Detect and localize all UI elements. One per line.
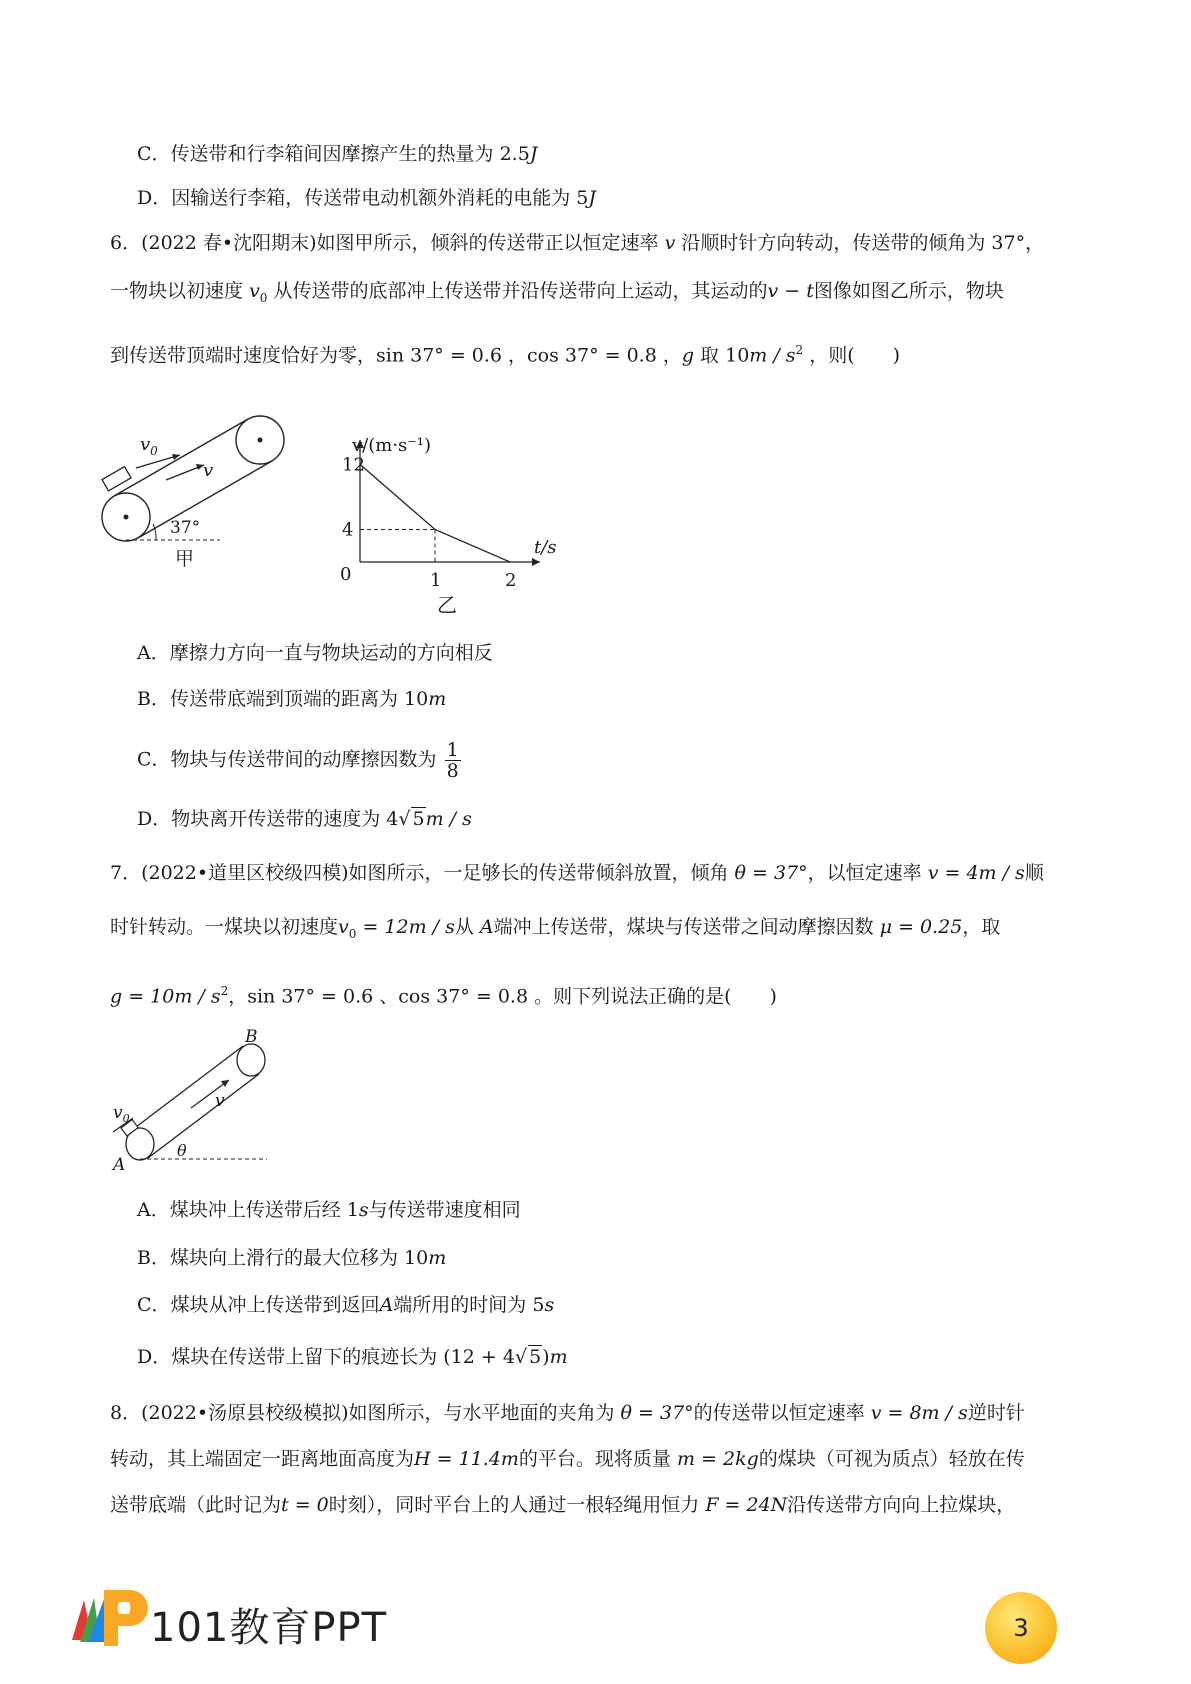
x-tick-label: 1 (430, 570, 442, 591)
label-theta: θ (177, 1141, 187, 1160)
q7-stem-line-3: $g = 10m / s^2$，sin 37° = 0.6 、cos 37° = 0.8 。则下列说法正确的是( ) (110, 984, 777, 1008)
q7-option-c: C．煤块从冲上传送带到返回A端所用的时间为 5s (137, 1294, 555, 1316)
label-v0: $v_0$ (113, 1103, 130, 1125)
q8-line-1: 8．(2022•汤原县校级模拟)如图所示，与水平地面的夹角为 θ = 37°的传送带以恒定速率 v = 8m / s逆时针 (110, 1402, 1025, 1424)
y-tick-label: 4 (342, 519, 354, 541)
caption-yi: 乙 (437, 593, 457, 617)
label-A: A (113, 1155, 126, 1175)
q5-option-c: C．传送带和行李箱间因摩擦产生的热量为 2.5J (137, 143, 538, 165)
x-axis-label: t/s (534, 537, 557, 558)
top-roller (237, 1044, 265, 1076)
x-tick-label: 2 (505, 570, 517, 591)
q6-figure-jia (100, 410, 300, 570)
q7-figure (105, 1027, 275, 1175)
q6-option-b: B．传送带底端到顶端的距离为 10m (137, 688, 447, 710)
v0-label: $v_0$ (140, 434, 158, 458)
q8-line-2: 转动，其上端固定一距离地面高度为H = 11.4m的平台。现将质量 m = 2kg的煤块（可视为质点）轻放在传 (110, 1448, 1025, 1470)
page-number: 3 (1013, 1614, 1029, 1642)
q6-vt-chart (340, 420, 570, 620)
y-tick-label: 12 (342, 454, 365, 476)
q7-stem-line-1: 7．(2022•道里区校级四模)如图所示，一足够长的传送带倾斜放置，倾角 θ = 37°，以恒定速率 v = 4m / s顺 (110, 862, 1044, 884)
block (102, 467, 131, 491)
q8-line-3: 送带底端（此时记为t = 0时刻），同时平台上的人通过一根轻绳用恒力 F = 24N沿传送带方向向上拉煤块， (110, 1494, 1016, 1516)
q6-stem-line-2: 一物块以初速度 $v_0$ 从传送带的底部冲上传送带并沿传送带向上运动，其运动的v − t图像如图乙所示，物块 (110, 280, 1004, 305)
q7-option-d: D．煤块在传送带上留下的痕迹长为 (12 + 4√ 5)m (137, 1346, 568, 1368)
q6-option-c: C．物块与传送带间的动摩擦因数为 $\frac{1}{8}$ (137, 739, 459, 782)
angle-label: 37° (170, 518, 201, 538)
fraction: $\frac{1}{8}$ (446, 739, 459, 782)
x-axis-arrow (532, 558, 540, 566)
label-B: B (245, 1027, 258, 1047)
brand-name: 101教育PPT (150, 1605, 388, 1651)
q7-option-b: B．煤块向上滑行的最大位移为 10m (137, 1247, 447, 1269)
q6-option-a: A．摩擦力方向一直与物块运动的方向相反 (137, 642, 493, 664)
q6-option-d: D．物块离开传送带的速度为 4√ 5m / s (137, 808, 472, 830)
q6-stem-line-3: 到传送带顶端时速度恰好为零，sin 37° = 0.6 ，cos 37° = 0.8 ，g 取 $10m / s^2$ ，则( ) (110, 343, 901, 367)
caption-jia: 甲 (175, 548, 195, 570)
v-label: v (203, 460, 214, 481)
y-axis-label: v/(m·s⁻¹) (352, 435, 432, 456)
q6-stem-line-1: 6．(2022 春•沈阳期末)如图甲所示，倾斜的传送带正以恒定速率 v 沿顺时针方向转动，传送带的倾角为 37°， (110, 232, 1045, 254)
q7-stem-line-2: 时针转动。一煤块以初速度$v_0 = 12m / s$从 A端冲上传送带，煤块与传送带之间动摩擦因数 μ = 0.25，取 (110, 916, 1001, 941)
q5-option-d: D．因输送行李箱，传送带电动机额外消耗的电能为 5J (137, 187, 596, 209)
origin-label: 0 (340, 564, 352, 585)
page-number-badge (985, 1592, 1057, 1664)
q7-option-a: A．煤块冲上传送带后经 1s与传送带速度相同 (137, 1199, 521, 1221)
label-v: v (215, 1091, 225, 1111)
